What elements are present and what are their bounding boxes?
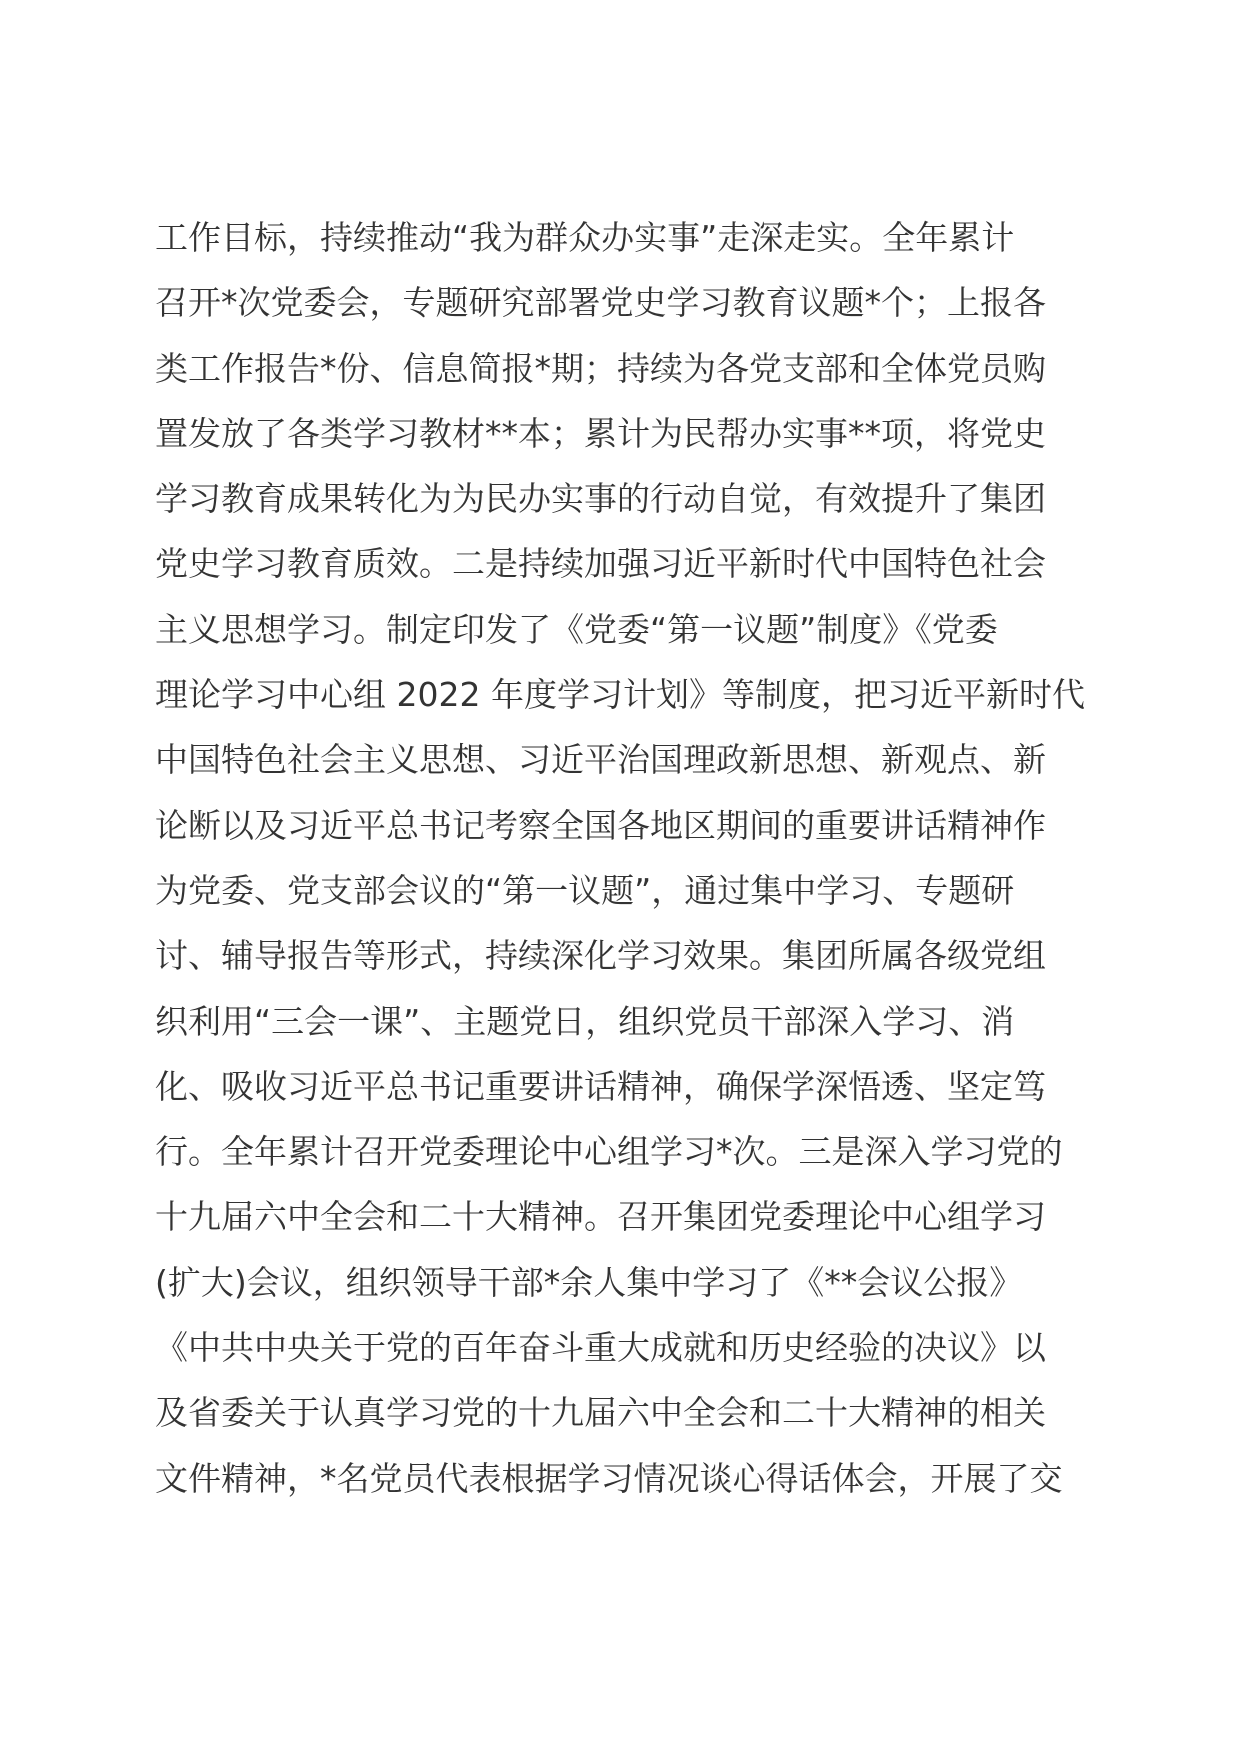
text-line: 及省委关于认真学习党的十九届六中全会和二十大精神的相关 (155, 1393, 1046, 1433)
text-line: 讨、辅导报告等形式，持续深化学习效果。集团所属各级党组 (155, 936, 1046, 976)
text-line: 类工作报告*份、信息简报*期；持续为各党支部和全体党员购 (155, 348, 1046, 388)
text-line: 《中共中央关于党的百年奋斗重大成就和历史经验的决议》以 (155, 1328, 1046, 1368)
text-line: 召开*次党委会，专题研究部署党史学习教育议题*个；上报各 (155, 283, 1046, 323)
text-line: 十九届六中全会和二十大精神。召开集团党委理论中心组学习 (155, 1197, 1046, 1237)
text-line: 工作目标，持续推动“我为群众办实事”走深走实。全年累计 (155, 218, 1015, 257)
text-line: 文件精神，*名党员代表根据学习情况谈心得话体会，开展了交 (155, 1458, 1063, 1498)
text-line: 化、吸收习近平总书记重要讲话精神，确保学深悟透、坚定笃 (155, 1066, 1046, 1106)
text-line: 党史学习教育质效。二是持续加强习近平新时代中国特色社会 (155, 544, 1046, 584)
body-paragraph (155, 218, 1105, 1524)
text-line: 主义思想学习。制定印发了《党委“第一议题”制度》《党委 (155, 609, 998, 649)
text-line: 为党委、党支部会议的“第一议题”，通过集中学习、专题研 (155, 870, 1015, 910)
text-line: 中国特色社会主义思想、习近平治国理政新思想、新观点、新 (155, 740, 1046, 780)
text-line: (扩大)会议，组织领导干部*余人集中学习了《**会议公报》 (155, 1262, 1023, 1302)
text-line: 学习教育成果转化为为民办实事的行动自觉，有效提升了集团 (155, 479, 1046, 519)
text-line: 论断以及习近平总书记考察全国各地区期间的重要讲话精神作 (155, 805, 1046, 845)
text-line: 置发放了各类学习教材**本；累计为民帮办实事**项，将党史 (155, 413, 1046, 453)
text-line: 行。全年累计召开党委理论中心组学习*次。三是深入学习党的 (155, 1132, 1063, 1172)
text-line: 理论学习中心组 2022 年度学习计划》等制度，把习近平新时代 (155, 675, 1085, 715)
text-line: 织利用“三会一课”、主题党日，组织党员干部深入学习、消 (155, 1001, 1015, 1041)
